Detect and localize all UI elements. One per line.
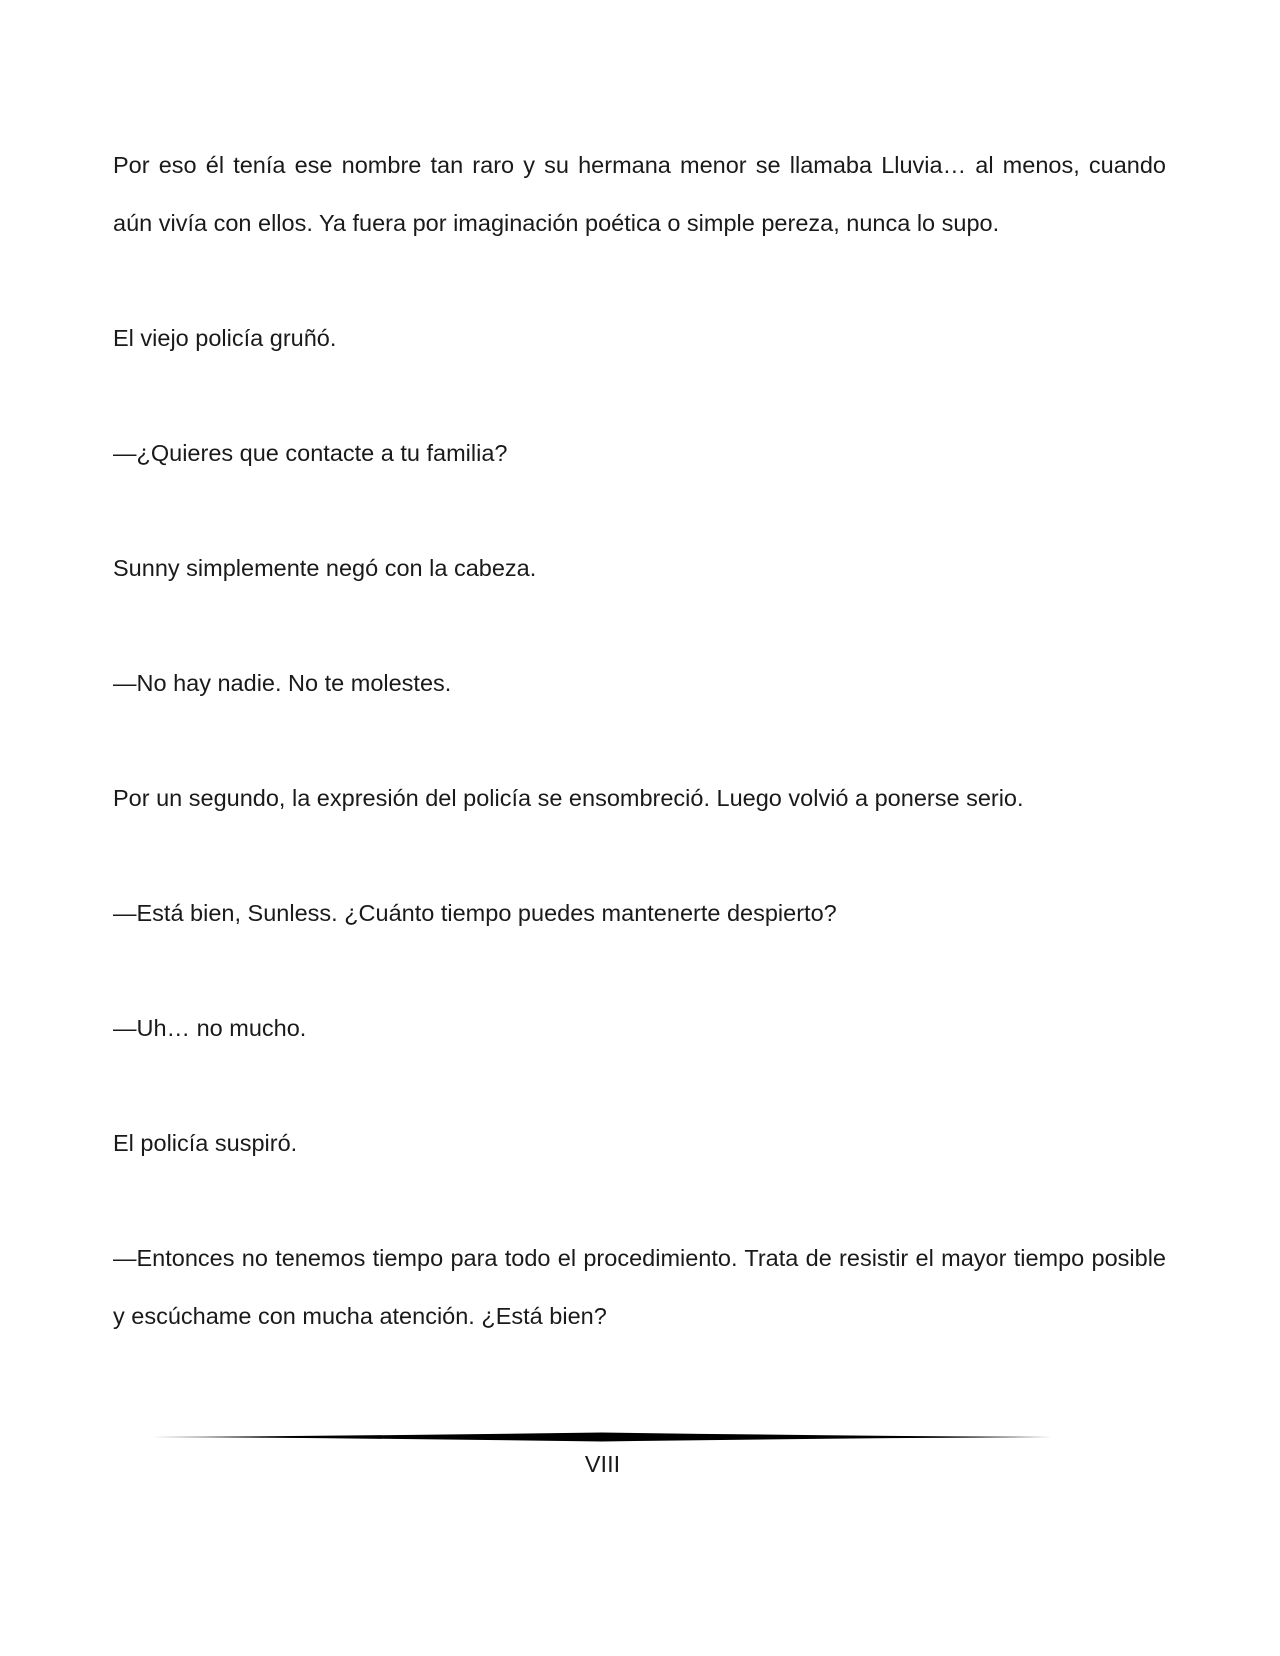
paragraph: El viejo policía gruñó. (113, 325, 337, 351)
footer-divider (152, 1430, 1052, 1444)
paragraph: —¿Quieres que contacte a tu familia? (113, 440, 508, 466)
paragraph: —Entonces no tenemos tiempo para todo el procedimiento. Trata de resistir el mayor tiempo posible y escúchame con mucha atención. ¿Está bien? (113, 1245, 1166, 1329)
paragraph: —Uh… no mucho. (113, 1015, 307, 1041)
paragraph: El policía suspiró. (113, 1130, 298, 1156)
paragraph: —Está bien, Sunless. ¿Cuánto tiempo puedes mantenerte despierto? (113, 900, 837, 926)
page-number: VIII (584, 1451, 621, 1477)
paragraph: Por un segundo, la expresión del policía se ensombreció. Luego volvió a ponerse serio. (113, 785, 1024, 811)
paragraph: Sunny simplemente negó con la cabeza. (113, 555, 537, 581)
paragraph: Por eso él tenía ese nombre tan raro y su hermana menor se llamaba Lluvia… al menos, cuando aún vivía con ellos. Ya fuera por imaginación poética o simple pereza, nunca lo supo. (113, 152, 1166, 236)
paragraph: —No hay nadie. No te molestes. (113, 670, 452, 696)
